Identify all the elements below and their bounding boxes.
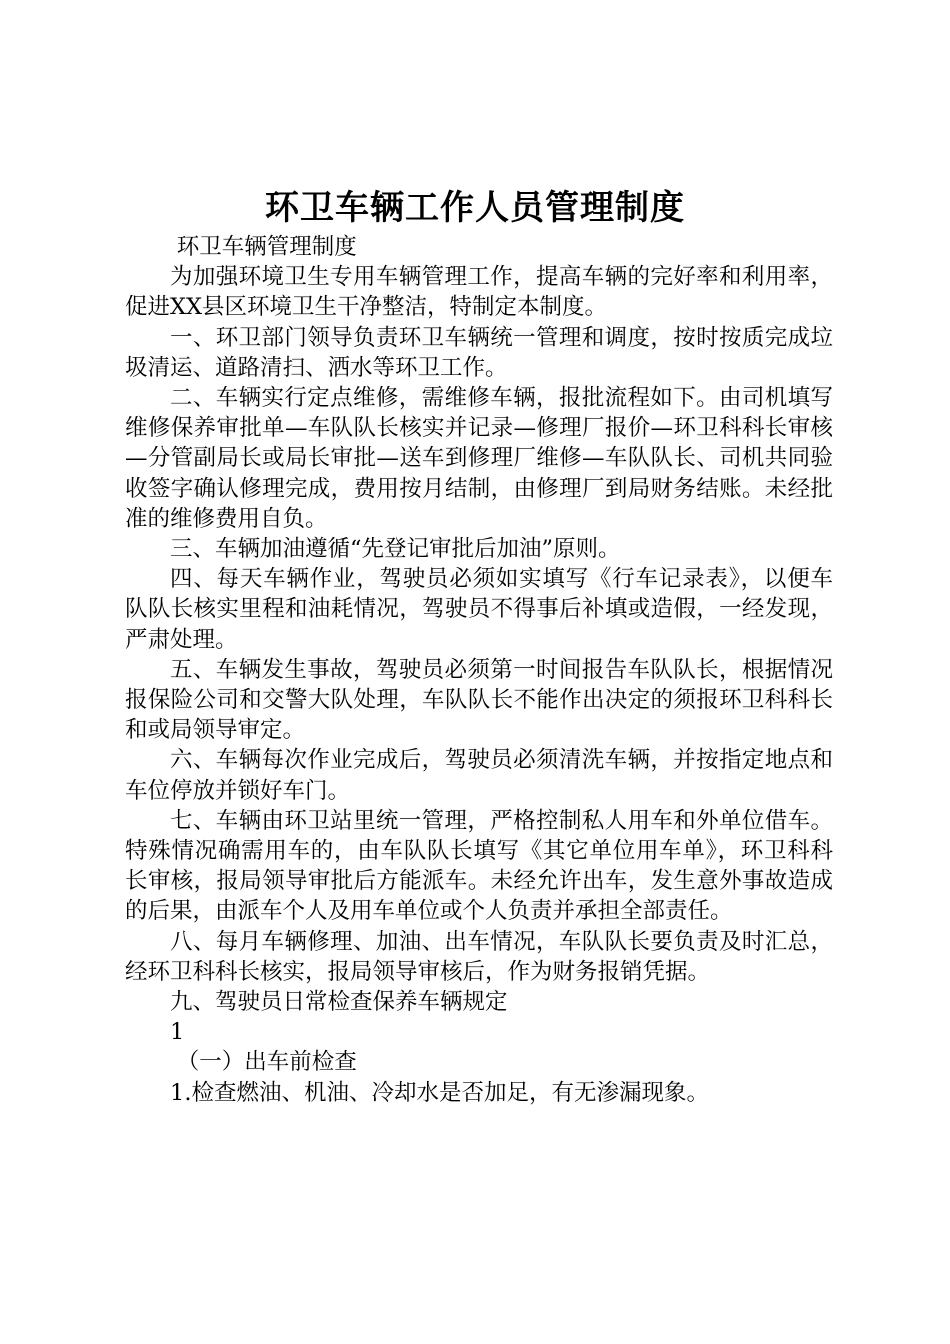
paragraph-item-1: 一、环卫部门领导负责环卫车辆统一管理和调度，按时按质完成垃圾清运、道路清扫、洒水等环卫工作。 <box>125 324 833 381</box>
paragraph-item-8: 八、每月车辆修理、加油、出车情况，车队队长要负责及时汇总，经环卫科科长核实，报局领导审核后，作为财务报销凭据。 <box>125 928 833 985</box>
section-heading: 环卫车辆管理制度 <box>176 234 357 260</box>
paragraph-item-2: 二、车辆实行定点维修，需维修车辆，报批流程如下。由司机填写维修保养审批单—车队队长核实并记录—修理厂报价—环卫科科长审核—分管副局长或局长审批—送车到修理厂维修—车队队长、司机共同验收签字确认修理完成，费用按月结制，由修理厂到局财务结账。未经批准的维修费用自负。 <box>125 385 833 532</box>
page-number: 1 <box>170 1019 185 1046</box>
paragraph-item-3: 三、车辆加油遵循“先登记审批后加油”原则。 <box>170 536 621 563</box>
document-title: 环卫车辆工作人员管理制度 <box>265 188 685 228</box>
paragraph-item-9: 九、驾驶员日常检查保养车辆规定 <box>170 989 508 1016</box>
subsection-heading: （一）出车前检查 <box>176 1049 357 1076</box>
paragraph-item-6: 六、车辆每次作业完成后，驾驶员必须清洗车辆，并按指定地点和车位停放并锁好车门。 <box>125 747 833 804</box>
paragraph-item-4: 四、每天车辆作业，驾驶员必须如实填写《行车记录表》，以便车队队长核实里程和油耗情况，驾驶员不得事后补填或造假，一经发现，严肃处理。 <box>125 566 833 653</box>
paragraph-check-1: 1.检查燃油、机油、冷却水是否加足，有无渗漏现象。 <box>170 1079 709 1106</box>
paragraph-item-5: 五、车辆发生事故，驾驶员必须第一时间报告车队队长，根据情况报保险公司和交警大队处理，车队队长不能作出决定的须报环卫科科长和或局领导审定。 <box>125 656 833 744</box>
paragraph-intro: 为加强环境卫生专用车辆管理工作，提高车辆的完好率和利用率，促进XX县区环境卫生干净整洁，特制定本制度。 <box>125 264 833 321</box>
paragraph-item-7: 七、车辆由环卫站里统一管理，严格控制私人用车和外单位借车。特殊情况确需用车的，由车队队长填写《其它单位用车单》，环卫科科长审核，报局领导审批后方能派车。未经允许出车，发生意外事故造成的后果，由派车个人及用车单位或个人负责并承担全部责任。 <box>125 807 833 925</box>
document-body <box>125 232 833 1108</box>
